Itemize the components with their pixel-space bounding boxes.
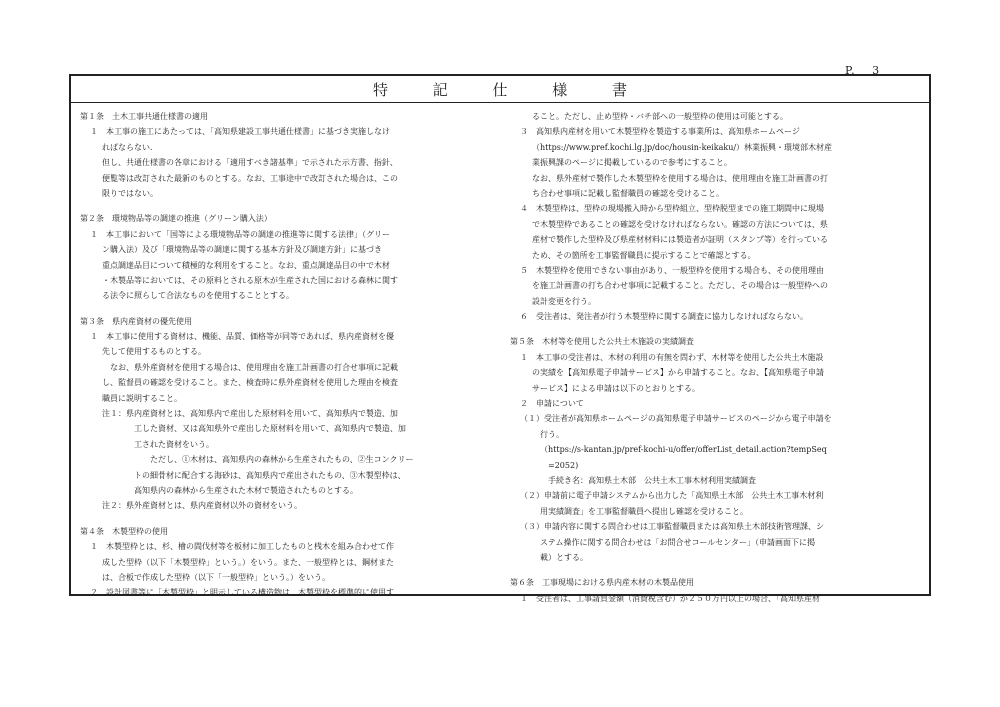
text-line: る法令に照らして合法なものを使用することとする。 (102, 291, 294, 301)
text-line: 産材で製作した型枠及び県産材材料には製造者が証明（スタンプ等）を行っている (532, 235, 828, 245)
title-row (71, 76, 929, 103)
text-line: ればならない. (102, 142, 153, 152)
text-line: 注２：県外産資材とは、県内産資材以外の資材をいう。 (102, 501, 302, 511)
text-line: は、合板で作成した型枠（以下「一般型枠」という。）をいう。 (102, 572, 330, 582)
text-line: １ 受注者は、工事請負金額（消費税含む）が２５０万円以上の場合、「高知県産材 (520, 593, 820, 603)
text-line: 便覧等は改訂された最新のものとする。なお、工事途中で改訂された場合は、この (102, 173, 398, 183)
text-line: ２ 申請について (520, 399, 584, 409)
article-heading: 第２条 環境物品等の調達の推進（グリーン購入法） (80, 214, 272, 224)
text-line: 手続き名：高知県土木部 公共土木工事木材利用実績調査 (548, 475, 756, 485)
page-number: P. 3 (845, 64, 881, 77)
text-line: 載）とする。 (540, 552, 588, 562)
text-line: なお、県外産材で製作した木製型枠を使用する場合は、使用理由を施工計画書の打 (532, 173, 828, 183)
right-column (510, 109, 905, 606)
text-line: 高知県内の森林から生産された木材で製造されたものとする。 (134, 485, 358, 495)
article-heading: 第６条 工事現場における県内産木材の木製品使用 (510, 578, 694, 588)
text-line: ２ 設計図書等に「木製型枠」と明示している構造物は、木製型枠を標準的に使用す (90, 588, 394, 598)
text-line: の実績を【高知県電子申請サービス】から申請すること。なお、【高知県電子申請 (532, 368, 824, 378)
text-line: ５ 木製型枠を使用できない事由があり、一般型枠を使用する場合も、その使用理由 (520, 265, 824, 275)
text-line: ン購入法）及び「環境物品等の調達に関する基本方針及び調達方針」に基づき (102, 245, 382, 255)
article-heading: 第４条 木製型枠の使用 (80, 526, 168, 536)
text-line: 設計変更を行う。 (532, 296, 596, 306)
text-line: 限りではない。 (102, 188, 158, 198)
text-line: ため、その箇所を工事監督職員に提示することで確認とする。 (532, 250, 756, 260)
document-title: 特 記 仕 様 書 (372, 80, 648, 99)
text-line: 工された資材をいう。 (134, 439, 214, 449)
text-line: 業振興課のページに掲載しているので参考にすること。 (532, 158, 732, 168)
text-line: 職員に説明すること。 (102, 393, 182, 403)
text-line: １ 木製型枠とは、杉、檜の間伐材等を板材に加工したものと桟木を組み合わせて作 (90, 542, 394, 552)
section-gap (80, 201, 475, 211)
text-line: （１）受注者が高知県ホームページの高知県電子申請サービスのページから電子申請を (520, 414, 832, 424)
text-line: １ 本工事の受注者は、木材の利用の有無を問わず、木材等を使用した公共土木施設 (520, 352, 824, 362)
spec-sheet-frame (69, 74, 931, 603)
text-line: ステム操作に関する問合わせは「お問合せコールセンター」（申請画面下に掲 (540, 537, 815, 547)
section-gap (510, 324, 905, 334)
text-line: （２）申請前に電子申請システムから出力した「高知県土木部 公共土木工事木材利 (520, 491, 824, 501)
text-line: で木製型枠であることの確認を受けなければならない。確認の方法については、県 (532, 219, 828, 229)
text-line: 行う。 (540, 429, 564, 439)
text-line: 重点調達品目について積極的な利用をすること。なお、重点調達品目の中で木材 (102, 260, 390, 270)
text-line: 但し、共通仕様書の各章における「適用すべき諸基準」で示された示方書、指針、 (102, 158, 398, 168)
text-line: サービス】による申請は以下のとおりとする。 (532, 383, 700, 393)
text-line: ること。ただし、止め型枠・バチ部への一般型枠の使用は可能とする。 (532, 112, 788, 121)
text-line: =2052) (548, 460, 579, 470)
text-line: （https://s-kantan.jp/pref-kochi-u/offer/offerList_detail.action?tempSeq (540, 445, 827, 455)
text-line: 注１：県内産資材とは、高知県内で産出した原材料を用いて、高知県内で製造、加 (102, 409, 398, 419)
text-line: し、監督員の確認を受けること。また、検査時に県外産資材を使用した理由を検査 (102, 378, 398, 388)
article-heading: 第１条 土木工事共通仕様書の適用 (80, 112, 208, 121)
text-line: 用実績調査」を工事監督職員へ提出し確認を受けること。 (540, 506, 748, 516)
text-line: なお、県外産資材を使用する場合は、使用理由を施工計画書の打合せ事項に記載 (110, 362, 398, 372)
text-line: 工した資材、又は高知県外で産出した原材料を用いて、高知県内で製造、加 (134, 424, 406, 434)
text-line: ６ 受注者は、発注者が行う木製型枠に関する調査に協力しなければならない。 (520, 312, 808, 322)
left-column (80, 109, 475, 601)
section-gap (80, 514, 475, 524)
text-line: ただし、①木材は、高知県内の森林から生産されたもの、②生コンクリー (150, 455, 414, 465)
section-gap (510, 565, 905, 575)
text-line: （https://www.pref.kochi.lg.jp/doc/housin-keikaku/）林業振興・環境部木材産 (532, 142, 833, 152)
text-line: ４ 木製型枠は、型枠の現場搬入時から型枠組立、型枠脱型までの施工期間中に現場 (520, 204, 824, 214)
text-line: ３ 高知県内産材を用いて木製型枠を製造する事業所は、高知県ホームページ (520, 127, 800, 137)
text-line: １ 本工事に使用する資材は、機能、品質、価格等が同等であれば、県内産資材を優 (90, 332, 394, 342)
text-line: ち合わせ事項に記載し監督職員の確認を受けること。 (532, 188, 724, 198)
text-line: （３）申請内容に関する問合わせは工事監督職員または高知県土木部技術管理課、シ (520, 522, 824, 532)
text-line: トの細骨材に配合する海砂は、高知県内で産出されたもの、③木製型枠は、 (134, 470, 406, 480)
text-line: 成した型枠（以下「木製型枠」という。）をいう。また、一般型枠とは、鋼材また (102, 557, 394, 567)
text-line: ・木製品等においては、その原料とされる原木が生産された国における森林に関す (102, 275, 398, 285)
section-gap (80, 304, 475, 314)
text-line: 先して使用するものとする。 (102, 347, 206, 357)
text-line: を施工計画書の打ち合わせ事項に記載すること。ただし、その場合は一般型枠への (532, 281, 828, 291)
article-heading: 第３条 県内産資材の優先使用 (80, 316, 192, 326)
text-line: １ 本工事において「国等による環境物品等の調達の推進等に関する法律」（グリー (90, 229, 390, 239)
article-heading: 第５条 木材等を使用した公共土木施設の実績調査 (510, 337, 694, 347)
text-line: １ 本工事の施工にあたっては、「高知県建設工事共通仕様書」に基づき実施しなけ (90, 127, 390, 137)
